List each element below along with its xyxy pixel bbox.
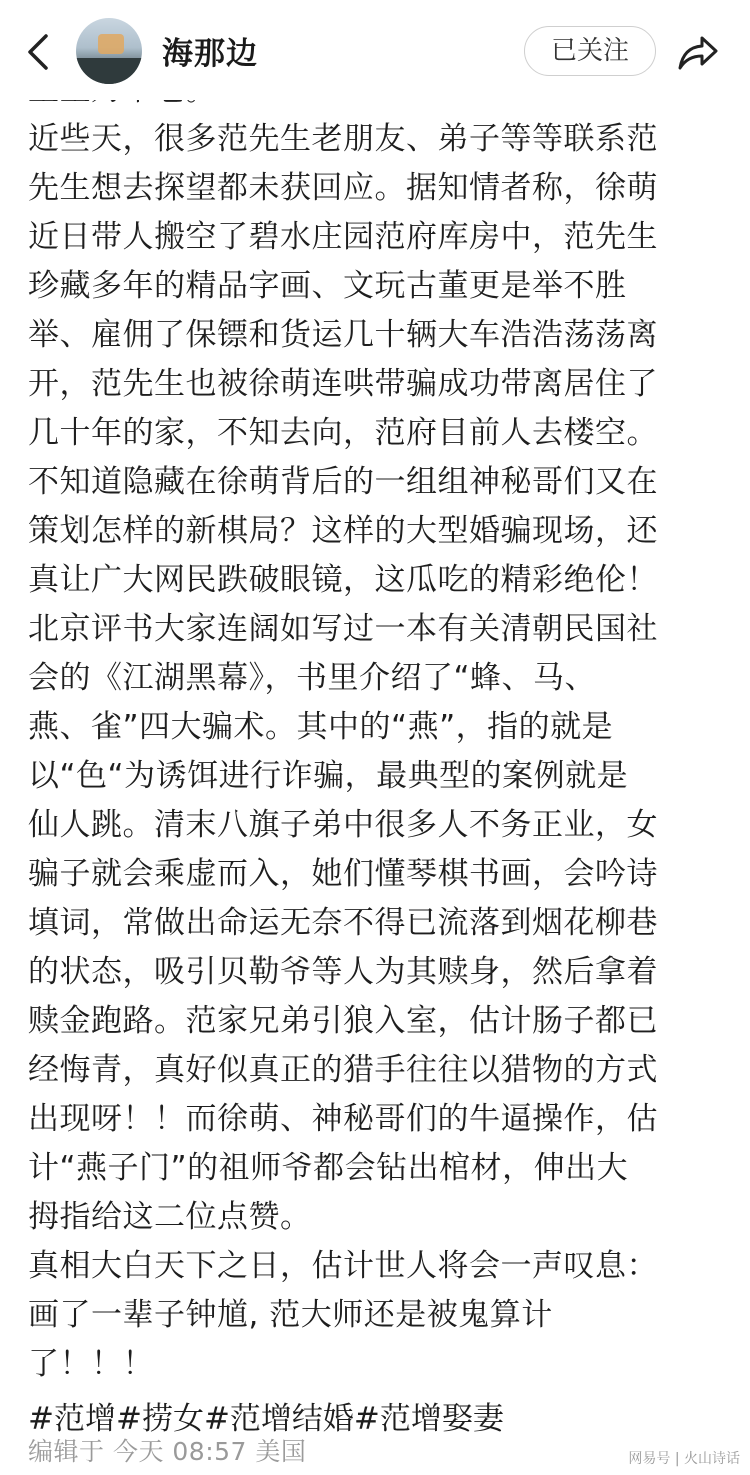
avatar[interactable] — [76, 18, 142, 84]
post-text-line: 画了一辈子钟馗, 范大师还是被鬼算计 — [28, 1297, 553, 1333]
post-text-line: 几十年的家，不知去向，范府目前人去楼空。 — [28, 415, 658, 451]
post-text-line: 举、雇佣了保镖和货运几十辆大车浩浩荡荡离 — [28, 317, 658, 353]
post-text-line: 真让广大网民跌破眼镜，这瓜吃的精彩绝伦！ — [28, 562, 658, 598]
post-text-line: 近些天，很多范先生老朋友、弟子等等联系范 — [28, 121, 658, 157]
post-text-line: 骗子就会乘虚而入，她们懂琴棋书画，会吟诗 — [28, 856, 658, 892]
post-text-line: 的状态，吸引贝勒爷等人为其赎身，然后拿着 — [28, 954, 658, 990]
post-text-line: 计“燕子门”的祖师爷都会钻出棺材，伸出大 — [28, 1150, 629, 1186]
post-text-line: 会的《江湖黑幕》，书里介绍了“蜂、马、 — [28, 660, 597, 696]
post-text-line: 策划怎样的新棋局？这样的大型婚骗现场，还 — [28, 513, 658, 549]
post-text-line: 开，范先生也被徐萌连哄带骗成功带离居住了 — [28, 366, 658, 402]
watermark: 网易号 | 火山诗话 — [628, 1451, 740, 1467]
post-text-line: 仙人跳。清末八旗子弟中很多人不务正业，女 — [28, 807, 658, 843]
post-text-line: 出现呀！！而徐萌、神秘哥们的牛逼操作，估 — [28, 1101, 658, 1137]
post-text-line: 燕、雀”四大骗术。其中的“燕”，指的就是 — [28, 709, 614, 745]
post-text-line: 珍藏多年的精品字画、文玩古董更是举不胜 — [28, 268, 627, 304]
post-text-line: 填词，常做出命运无奈不得已流落到烟花柳巷 — [28, 905, 658, 941]
post-text-line: 赎金跑路。范家兄弟引狼入室，估计肠子都已 — [28, 1003, 658, 1039]
post-text-line: 经悔青，真好似真正的猎手往往以猎物的方式 — [28, 1052, 658, 1088]
post-text-line: 北京评书大家连阔如写过一本有关清朝民国社 — [28, 611, 658, 647]
back-chevron-icon[interactable] — [22, 30, 56, 74]
post-text-line: 不知道隐藏在徐萌背后的一组组神秘哥们又在 — [28, 464, 658, 500]
post-body — [28, 66, 728, 1444]
post-text-line: 近日带人搬空了碧水庄园范府库房中，范先生 — [28, 219, 658, 255]
post-text — [28, 66, 728, 1389]
username[interactable]: 海那边 — [162, 36, 258, 72]
post-meta: 编辑于 今天 08:57 美国 — [28, 1437, 307, 1466]
follow-button[interactable]: 已关注 — [524, 26, 656, 76]
post-text-line: 以“色“为诱饵进行诈骗，最典型的案例就是 — [28, 758, 629, 794]
post-text-line: 真相大白天下之日，估计世人将会一声叹息： — [28, 1248, 658, 1284]
avatar-image — [98, 34, 124, 54]
post-text-line: 拇指给这二位点赞。 — [28, 1199, 312, 1235]
post-text-line: 先生想去探望都未获回应。据知情者称，徐萌 — [28, 170, 658, 206]
hashtags[interactable]: #范增#捞女#范增结婚#范增娶妻 — [28, 1401, 504, 1437]
share-icon[interactable] — [676, 32, 720, 72]
top-bar — [0, 0, 750, 100]
post-text-line: 了！！！ — [28, 1346, 154, 1382]
